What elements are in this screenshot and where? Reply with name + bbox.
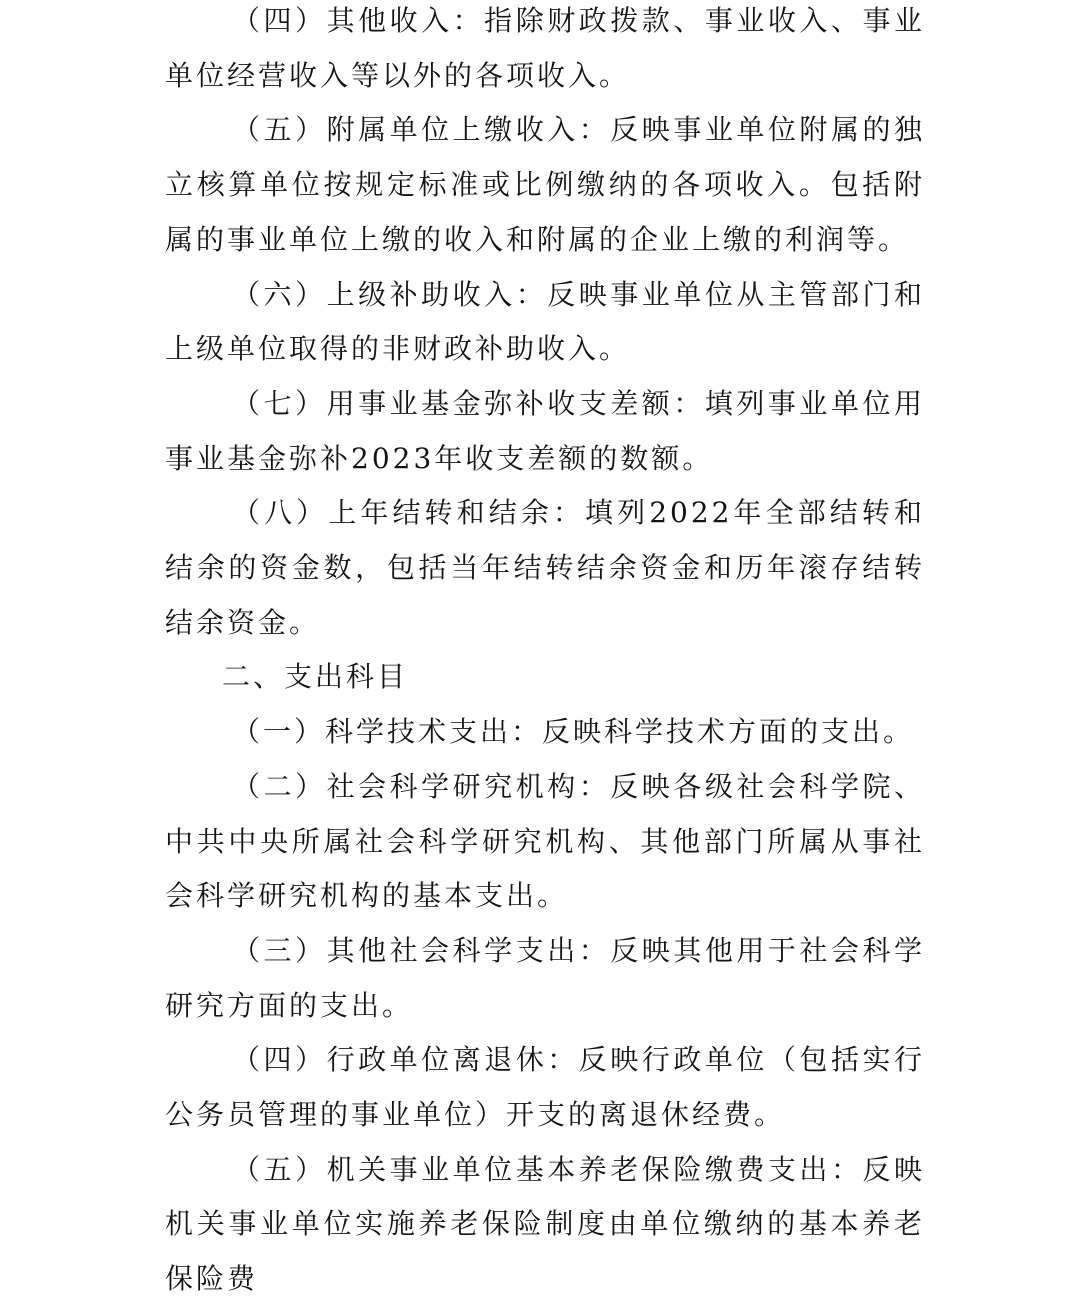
document-body <box>165 0 925 1307</box>
section-heading-expenditure: 二、支出科目 <box>222 660 409 694</box>
paragraph-fund-offset: （七）用事业基金弥补收支差额：填列事业单位用事业基金弥补2023年收支差额的数额。 <box>165 386 925 475</box>
paragraph-other-social-science: （三）其他社会科学支出：反映其他用于社会科学研究方面的支出。 <box>165 933 925 1022</box>
paragraph-superior-subsidy-income: （六）上级补助收入：反映事业单位从主管部门和上级单位取得的非财政补助收入。 <box>165 277 925 366</box>
paragraph-affiliated-unit-income: （五）附属单位上缴收入：反映事业单位附属的独立核算单位按规定标准或比例缴纳的各项收入。包括附属的事业单位上缴的收入和附属的企业上缴的利润等。 <box>165 113 925 256</box>
paragraph-prior-year-balance: （八）上年结转和结余：填列2022年全部结转和结余的资金数，包括当年结转结余资金和历年滚存结转结余资金。 <box>165 496 925 639</box>
paragraph-admin-retirement: （四）行政单位离退休：反映行政单位（包括实行公务员管理的事业单位）开支的离退休经费。 <box>165 1043 925 1132</box>
paragraph-other-income: （四）其他收入：指除财政拨款、事业收入、事业单位经营收入等以外的各项收入。 <box>165 4 925 92</box>
paragraph-science-tech-expenditure: （一）科学技术支出：反映科学技术方面的支出。 <box>232 715 915 749</box>
paragraph-pension-insurance: （五）机关事业单位基本养老保险缴费支出：反映机关事业单位实施养老保险制度由单位缴纳的基本养老保险费 <box>165 1152 925 1296</box>
paragraph-social-science-institutions: （二）社会科学研究机构：反映各级社会科学院、中共中央所属社会科学研究机构、其他部门所属从事社会科学研究机构的基本支出。 <box>165 769 925 913</box>
